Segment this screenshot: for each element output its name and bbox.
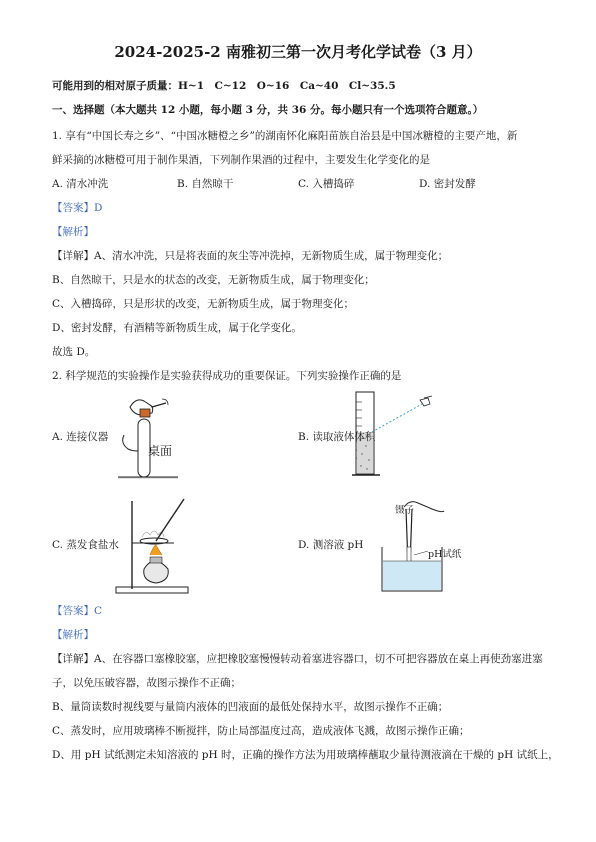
q2-option-d: D. 测溶液 pH (298, 539, 364, 551)
q1-option-a: A. 清水冲洗 (52, 178, 109, 190)
q1-detail-line: D、密封发酵，有酒精等新物质生成，属于化学变化。 (52, 322, 302, 334)
q1-detail-line: 【详解】A、清水冲洗，只是将表面的灰尘等冲洗掉，无新物质生成，属于物理变化； (52, 250, 449, 262)
figure-ph-test (372, 495, 462, 597)
q2-detail-line: D、用 pH 试纸测定未知溶液的 pH 时，正确的操作方法为用玻璃棒蘸取少量待测液滴在干燥的 pH 试纸上， (52, 749, 559, 761)
q1-detail-line: C、入槽捣碎，只是形状的改变，无新物质生成，属于物理变化； (52, 298, 355, 310)
q2-option-b: B. 读取液体体积 (298, 431, 376, 443)
q1-option-d: D. 密封发酵 (419, 178, 476, 190)
q2-analysis-tag: 【解析】 (52, 629, 94, 641)
figure-evaporation (110, 497, 200, 597)
q1-detail-line: 故选 D。 (52, 346, 96, 358)
q1-option-c: C. 入槽捣碎 (298, 178, 355, 190)
q2-answer: 【答案】C (52, 605, 103, 617)
fig-a-desk-label: 桌面 (148, 444, 173, 458)
q1-stem-line1: 1. 享有“中国长寿之乡”、“中国冰糖橙之乡”的湖南怀化麻阳苗族自治县是中国冰糖橙的主要产地，新 (52, 130, 518, 142)
q2-detail-line: C、蒸发时，应用玻璃棒不断搅拌，防止局部温度过高，造成液体飞溅，故图示操作正确； (52, 725, 470, 737)
page-title: 2024-2025-2 南雅初三第一次月考化学试卷（3 月） (114, 43, 482, 61)
q2-detail-line: 子，以免压破容器，故图示操作不正确； (52, 677, 241, 689)
section-heading: 一、选择题（本大题共 12 小题，每小题 3 分，共 36 分。每小题只有一个选项符合题意。） (52, 104, 484, 116)
q1-stem-line2: 鲜采摘的冰糖橙可用于制作果酒，下列制作果酒的过程中，主要发生化学变化的是 (52, 154, 430, 166)
q1-analysis-tag: 【解析】 (52, 226, 94, 238)
q2-stem: 2. 科学规范的实验操作是实验获得成功的重要保证。下列实验操作正确的是 (52, 370, 402, 382)
q2-option-c: C. 蒸发食盐水 (52, 539, 119, 551)
q2-detail-line: 【详解】A、在容器口塞橡胶塞，应把橡胶塞慢慢转动着塞进容器口，切不可把容器放在桌上再使劲塞进塞 (52, 653, 543, 665)
fig-d-tweezers-label: 镊子 (395, 505, 415, 516)
q1-answer: 【答案】D (52, 202, 103, 214)
q1-option-b: B. 自然晾干 (177, 178, 234, 190)
figure-connect-apparatus (118, 385, 188, 485)
fig-d-ph-paper-label: pH试纸 (428, 549, 462, 560)
atomic-masses: 可能用到的相对原子质量：H~1 C~12 O~16 Ca~40 Cl~35.5 (52, 80, 396, 92)
q1-detail-line: B、自然晾干，只是水的状态的改变，无新物质生成，属于物理变化； (52, 274, 375, 286)
q2-detail-line: B、量筒读数时视线要与量筒内液体的凹液面的最低处保持水平，故图示操作不正确； (52, 701, 449, 713)
q2-option-a: A. 连接仪器 (52, 431, 109, 443)
